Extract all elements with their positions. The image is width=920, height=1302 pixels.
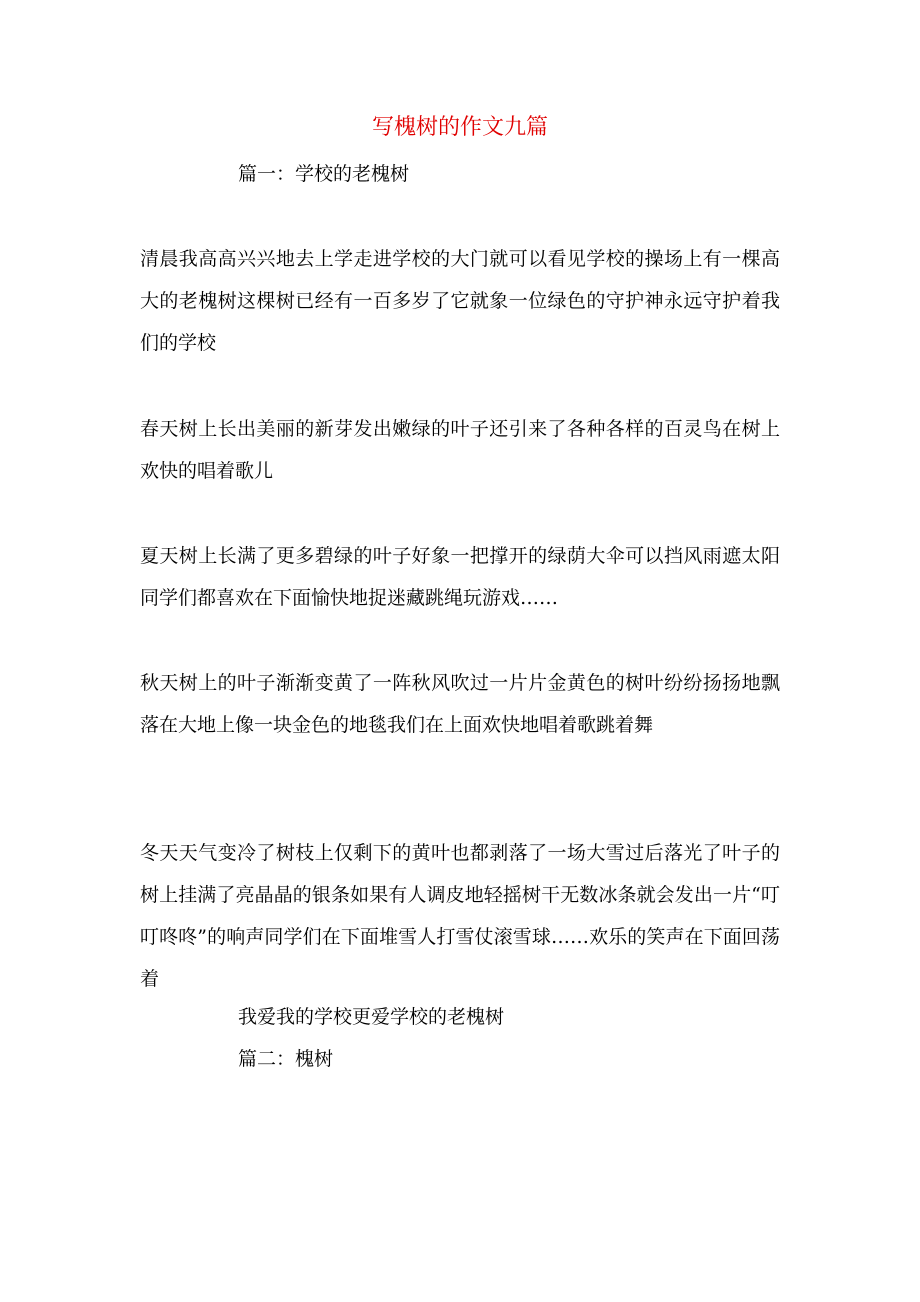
paragraph-winter: 冬天天气变冷了树枝上仅剩下的黄叶也都剥落了一场大雪过后落光了叶子的树上挂满了亮晶晶的银条如果有人调皮地轻摇树干无数冰条就会发出一片“叮叮咚咚”的响声同学们在下面堆雪人打雪仗滚雪球……欢乐的笑声在下面回荡着 [140,842,780,990]
paragraph-summer: 夏天树上长满了更多碧绿的叶子好象一把撑开的绿荫大伞可以挡风雨遮太阳同学们都喜欢在下面愉快地捉迷藏跳绳玩游戏…… [140,545,780,609]
paragraph-morning: 清晨我高高兴兴地去上学走进学校的大门就可以看见学校的操场上有一棵高大的老槐树这棵树已经有一百多岁了它就象一位绿色的守护神永远守护着我们的学校 [140,248,780,354]
paragraph-spring: 春天树上长出美丽的新芽发出嫩绿的叶子还引来了各种各样的百灵鸟在树上欢快的唱着歌儿 [140,418,780,482]
paragraph-autumn: 秋天树上的叶子渐渐变黄了一阵秋风吹过一片片金黄色的树叶纷纷扬扬地飘落在大地上像一块金色的地毯我们在上面欢快地唱着歌跳着舞 [140,672,780,736]
closing-line: 我爱我的学校更爱学校的老槐树 [238,1006,505,1028]
section-2-heading: 篇二：槐树 [238,1048,334,1070]
section-1-heading: 篇一：学校的老槐树 [238,163,410,185]
document-title: 写槐树的作文九篇 [371,115,548,140]
